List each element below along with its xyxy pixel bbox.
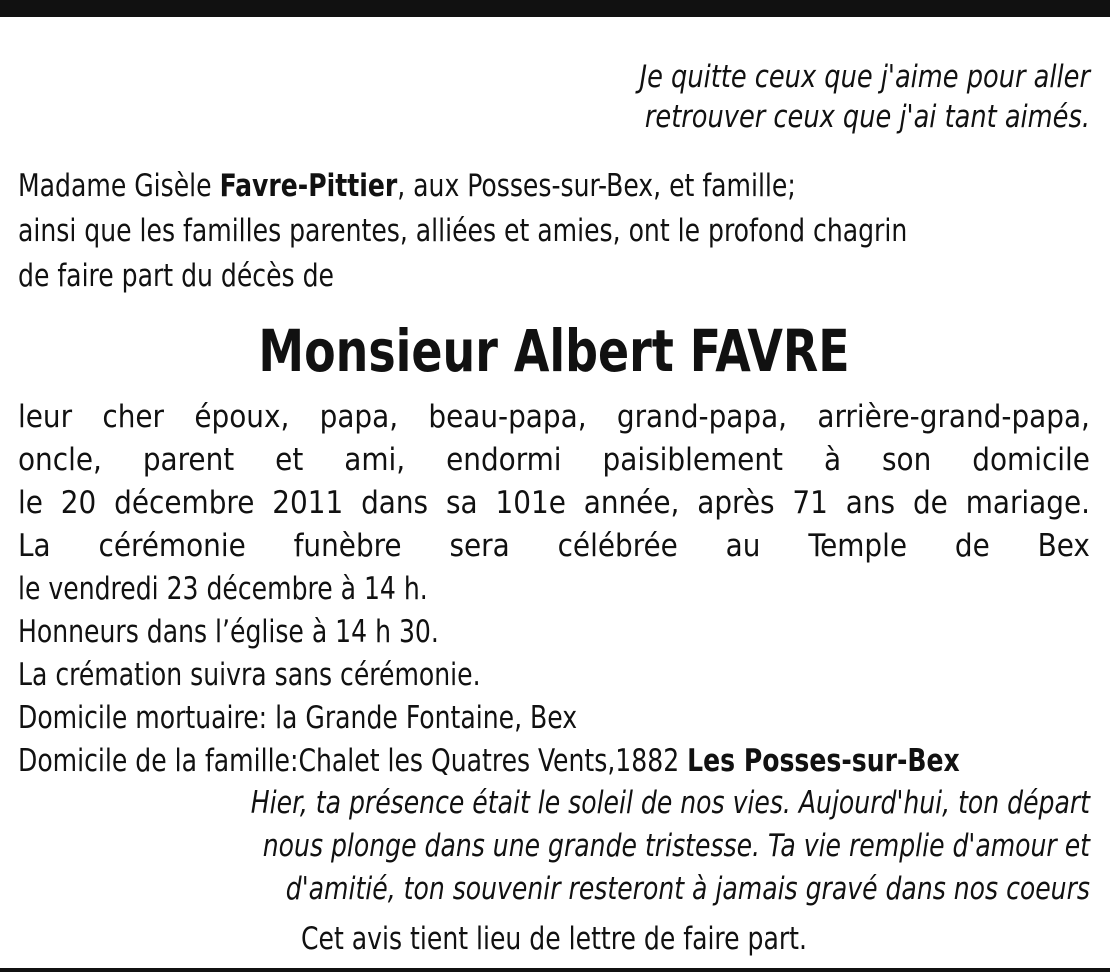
body-word: cérémonie: [98, 528, 246, 564]
announcement-intro: [18, 164, 1062, 299]
body-word: et: [275, 442, 304, 478]
mortuary-address: Domicile mortuaire: la Grande Fontaine, Bex: [18, 700, 578, 736]
intro-location: , aux Posses-sur-Bex, et famille;: [397, 168, 796, 204]
intro-line-1: [18, 164, 1062, 209]
body-word: célébrée: [557, 528, 678, 564]
body-line-2: [18, 439, 1090, 482]
body-word: dans: [361, 485, 429, 521]
body-word: 20: [60, 485, 97, 521]
body-word: papa,: [319, 399, 399, 435]
body-word: arrière-grand-papa,: [817, 399, 1090, 435]
closing-line-2: nous plonge dans une grande tristesse. Ta vie remplie d'amour et: [262, 828, 1090, 864]
body-word: de: [954, 528, 990, 564]
family-locality: Les Posses-sur-Bex: [687, 743, 960, 779]
body-word: à: [823, 442, 842, 478]
body-word: sera: [449, 528, 510, 564]
body-line-1: [18, 396, 1090, 439]
widow-surname: Favre-Pittier: [219, 168, 398, 204]
family-address: [18, 740, 960, 783]
body-word: domicile: [972, 442, 1090, 478]
obituary-body: [18, 396, 1090, 783]
epigraph-line-2: retrouver ceux que j'ai tant aimés.: [644, 99, 1090, 135]
body-word: sa: [445, 485, 478, 521]
body-word: au: [725, 528, 761, 564]
body-word: endormi: [446, 442, 562, 478]
body-word: Temple: [808, 528, 908, 564]
deceased-name: Monsieur Albert FAVRE: [258, 317, 850, 385]
intro-line-3: de faire part du décès de: [18, 258, 334, 294]
body-word: leur: [18, 399, 73, 435]
family-address-text: Domicile de la famille:Chalet les Quatres Vents,1882: [18, 743, 688, 779]
body-line-3: [18, 482, 1090, 525]
bottom-border-rule: [0, 968, 1110, 972]
body-word: 2011: [272, 485, 344, 521]
closing-line-3: d'amitié, ton souvenir resteront à jamais gravé dans nos coeurs: [285, 871, 1090, 907]
body-word: cher: [102, 399, 165, 435]
ceremony-date: le vendredi 23 décembre à 14 h.: [18, 571, 428, 607]
epigraph-line-1: Je quitte ceux que j'aime pour aller: [639, 59, 1090, 95]
body-word: le: [18, 485, 43, 521]
body-word: de: [912, 485, 948, 521]
body-word: parent: [142, 442, 235, 478]
body-word: paisiblement: [602, 442, 783, 478]
body-word: décembre: [114, 485, 255, 521]
notice-footer: Cet avis tient lieu de lettre de faire part.: [301, 921, 807, 957]
body-word: beau-papa,: [428, 399, 587, 435]
body-word: funèbre: [293, 528, 402, 564]
closing-line-1: Hier, ta présence était le soleil de nos vies. Aujourd'hui, ton départ: [250, 785, 1091, 821]
top-border-rule: [0, 0, 1110, 17]
epigraph-quote: [104, 57, 1090, 137]
intro-prefix: Madame Gisèle: [18, 168, 220, 204]
cremation-note: La crémation suivra sans cérémonie.: [18, 657, 481, 693]
body-word: son: [882, 442, 932, 478]
body-word: mariage.: [965, 485, 1090, 521]
body-word: époux,: [194, 399, 290, 435]
body-word: Bex: [1037, 528, 1090, 564]
intro-line-2: ainsi que les familles parentes, alliées et amies, ont le profond chagrin: [18, 213, 908, 249]
body-word: 101e: [495, 485, 566, 521]
body-word: après: [697, 485, 775, 521]
body-word: La: [18, 528, 51, 564]
body-word: ami,: [344, 442, 406, 478]
body-word: grand-papa,: [616, 399, 788, 435]
body-word: année,: [583, 485, 680, 521]
closing-tribute: [125, 782, 1090, 911]
body-word: 71: [792, 485, 828, 521]
body-line-4: [18, 525, 1090, 568]
body-word: ans: [845, 485, 896, 521]
body-word: oncle,: [18, 442, 102, 478]
church-honours: Honneurs dans l’église à 14 h 30.: [18, 614, 439, 650]
